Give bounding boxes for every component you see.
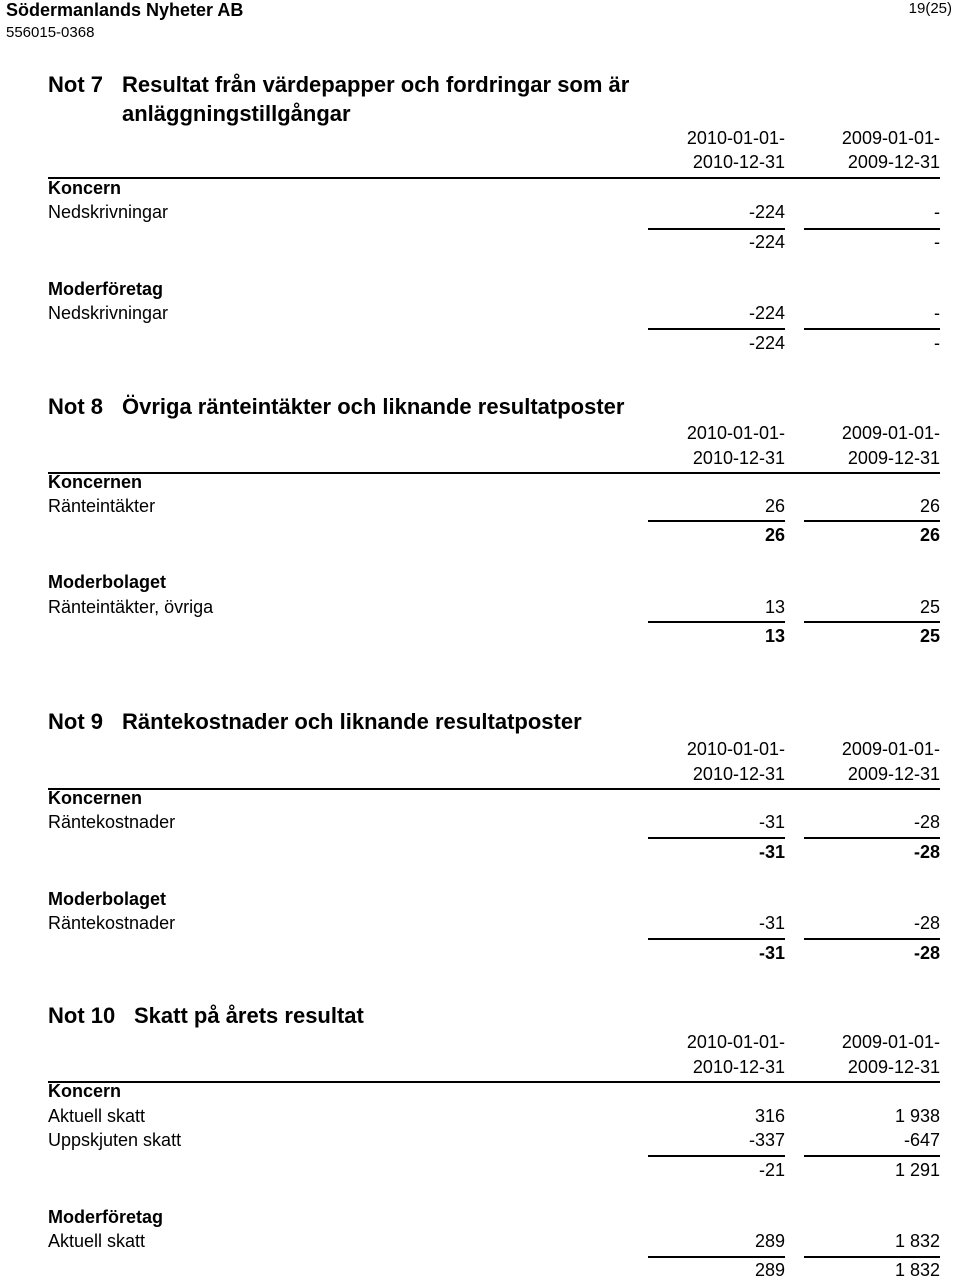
note-8-sum-rule-col2 xyxy=(804,621,940,623)
note-7-total-2009: - xyxy=(934,333,940,353)
note-10-row-value-2010: -337 xyxy=(748,1130,785,1150)
note-8-col2-period-end: 2009-12-31 xyxy=(847,448,940,468)
note-10-row-value-2009: 1 938 xyxy=(894,1106,940,1126)
note-10-row-value-2009: 1 832 xyxy=(894,1231,940,1251)
note-9-number: Not 9 xyxy=(48,709,103,734)
note-9-section-heading: Moderbolaget xyxy=(48,889,167,909)
note-9-row-label: Räntekostnader xyxy=(48,812,176,832)
note-7-title: Resultat från värdepapper och fordringar som är xyxy=(122,72,630,97)
note-9-row-label: Räntekostnader xyxy=(48,913,176,933)
note-8-sum-rule-col2 xyxy=(804,520,940,522)
note-9-sum-rule-col2 xyxy=(804,837,940,839)
note-10-col1-period-start: 2010-01-01- xyxy=(686,1032,785,1052)
note-7-col2-period-start: 2009-01-01- xyxy=(841,128,940,148)
note-8-total-2009: 26 xyxy=(919,525,940,545)
note-9-col1-period-end: 2010-12-31 xyxy=(692,764,785,784)
note-10-total-2009: 1 832 xyxy=(894,1260,940,1280)
note-7-row-value-2009: - xyxy=(934,202,940,222)
note-7-row-label: Nedskrivningar xyxy=(48,303,169,323)
note-9-sum-rule-col2 xyxy=(804,938,940,940)
note-7-sum-rule-col2 xyxy=(804,228,940,230)
note-8-header-rule xyxy=(48,472,940,474)
note-8-col2-period-start: 2009-01-01- xyxy=(841,423,940,443)
note-7-row-value-2009: - xyxy=(934,303,940,323)
note-9-total-2009: -28 xyxy=(913,842,940,862)
note-8-row-label: Ränteintäkter, övriga xyxy=(48,597,214,617)
note-8-total-2009: 25 xyxy=(919,626,940,646)
note-10-number: Not 10 xyxy=(48,1003,116,1028)
note-7-header-rule xyxy=(48,177,940,179)
note-9-sum-rule-col1 xyxy=(648,938,785,940)
note-7-section-heading: Koncern xyxy=(48,178,122,198)
org-number: 556015-0368 xyxy=(6,24,95,41)
note-8-sum-rule-col1 xyxy=(648,621,785,623)
note-8-section-heading: Moderbolaget xyxy=(48,572,167,592)
note-10-title: Skatt på årets resultat xyxy=(134,1003,364,1028)
note-9-header-rule xyxy=(48,788,940,790)
note-9-section-heading: Koncernen xyxy=(48,788,143,808)
company-name: Södermanlands Nyheter AB xyxy=(6,0,244,20)
note-9-total-2010: -31 xyxy=(758,842,785,862)
note-10-section-heading: Koncern xyxy=(48,1081,122,1101)
note-10-col2-period-end: 2009-12-31 xyxy=(847,1057,940,1077)
note-7-total-2010: -224 xyxy=(748,232,785,252)
note-7-sum-rule-col1 xyxy=(648,328,785,330)
note-7-title-cont: anläggningstillgångar xyxy=(122,101,351,126)
note-8-title: Övriga ränteintäkter och liknande resultatposter xyxy=(122,394,625,419)
note-10-row-value-2010: 316 xyxy=(754,1106,785,1126)
note-9-title: Räntekostnader och liknande resultatposter xyxy=(122,709,582,734)
note-10-total-2010: 289 xyxy=(754,1260,785,1280)
note-9-col2-period-end: 2009-12-31 xyxy=(847,764,940,784)
note-7-sum-rule-col1 xyxy=(648,228,785,230)
note-7-col2-period-end: 2009-12-31 xyxy=(847,152,940,172)
note-8-row-value-2009: 25 xyxy=(919,597,940,617)
note-10-sum-rule-col2 xyxy=(804,1155,940,1157)
note-7-total-2010: -224 xyxy=(748,333,785,353)
note-10-header-rule xyxy=(48,1081,940,1083)
note-10-row-value-2009: -647 xyxy=(903,1130,940,1150)
note-9-total-2010: -31 xyxy=(758,943,785,963)
note-10-total-2010: -21 xyxy=(758,1160,785,1180)
note-9-row-value-2009: -28 xyxy=(913,913,940,933)
note-10-total-2009: 1 291 xyxy=(894,1160,940,1180)
note-9-sum-rule-col1 xyxy=(648,837,785,839)
note-7-row-value-2010: -224 xyxy=(748,303,785,323)
note-7-sum-rule-col2 xyxy=(804,328,940,330)
note-9-row-value-2010: -31 xyxy=(758,812,785,832)
note-10-section-heading: Moderföretag xyxy=(48,1207,164,1227)
note-9-col1-period-start: 2010-01-01- xyxy=(686,739,785,759)
note-8-col1-period-start: 2010-01-01- xyxy=(686,423,785,443)
note-8-row-value-2009: 26 xyxy=(919,496,940,516)
note-9-row-value-2010: -31 xyxy=(758,913,785,933)
note-7-section-heading: Moderföretag xyxy=(48,279,164,299)
note-10-sum-rule-col1 xyxy=(648,1155,785,1157)
note-9-row-value-2009: -28 xyxy=(913,812,940,832)
note-7-col1-period-end: 2010-12-31 xyxy=(692,152,785,172)
note-10-row-value-2010: 289 xyxy=(754,1231,785,1251)
note-10-row-label: Uppskjuten skatt xyxy=(48,1130,182,1150)
note-10-col1-period-end: 2010-12-31 xyxy=(692,1057,785,1077)
note-8-row-label: Ränteintäkter xyxy=(48,496,156,516)
note-8-total-2010: 26 xyxy=(764,525,785,545)
note-8-sum-rule-col1 xyxy=(648,520,785,522)
note-8-total-2010: 13 xyxy=(764,626,785,646)
note-10-sum-rule-col2 xyxy=(804,1256,940,1258)
note-7-total-2009: - xyxy=(934,232,940,252)
note-8-col1-period-end: 2010-12-31 xyxy=(692,448,785,468)
note-9-total-2009: -28 xyxy=(913,943,940,963)
note-8-section-heading: Koncernen xyxy=(48,472,143,492)
note-10-sum-rule-col1 xyxy=(648,1256,785,1258)
note-7-col1-period-start: 2010-01-01- xyxy=(686,128,785,148)
note-8-row-value-2010: 13 xyxy=(764,597,785,617)
note-8-number: Not 8 xyxy=(48,394,103,419)
note-8-row-value-2010: 26 xyxy=(764,496,785,516)
note-7-number: Not 7 xyxy=(48,72,103,97)
note-7-row-value-2010: -224 xyxy=(748,202,785,222)
note-10-col2-period-start: 2009-01-01- xyxy=(841,1032,940,1052)
note-9-col2-period-start: 2009-01-01- xyxy=(841,739,940,759)
note-7-row-label: Nedskrivningar xyxy=(48,202,169,222)
page-number: 19(25) xyxy=(908,0,952,17)
note-10-row-label: Aktuell skatt xyxy=(48,1231,146,1251)
note-10-row-label: Aktuell skatt xyxy=(48,1106,146,1126)
